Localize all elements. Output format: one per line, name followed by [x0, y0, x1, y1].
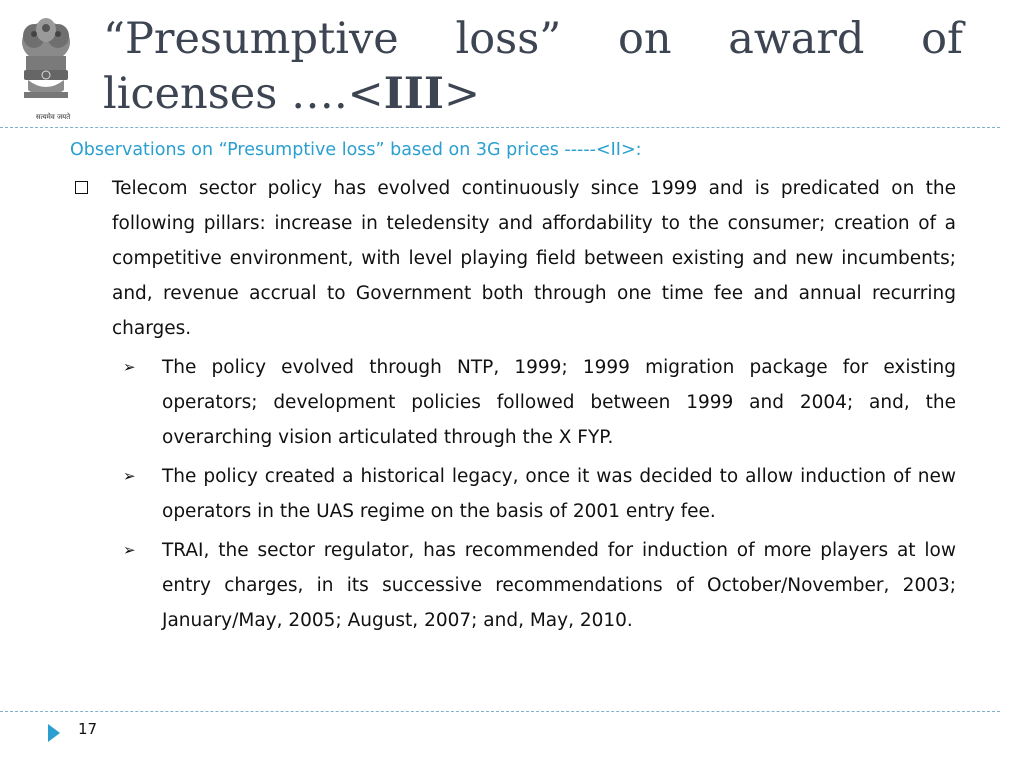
title-prefix: licenses ….<	[103, 69, 384, 119]
slide-content	[68, 138, 956, 638]
arrow-bullet-icon: ➢	[123, 467, 136, 485]
sub-bullet	[68, 350, 956, 455]
footer-divider	[0, 711, 1000, 712]
title-word: loss”	[455, 14, 562, 64]
main-bullet	[68, 171, 956, 346]
sub-bullet	[68, 459, 956, 529]
national-emblem	[10, 12, 82, 124]
title-line-1	[103, 12, 963, 67]
page-number: 17	[78, 720, 98, 738]
arrow-bullet-icon: ➢	[123, 541, 136, 559]
title-word: “Presumptive	[103, 14, 399, 64]
slide-title	[103, 12, 963, 122]
title-line-2	[103, 69, 480, 119]
title-word: of	[921, 14, 963, 64]
triangle-marker-icon	[48, 724, 60, 742]
title-word: on	[617, 14, 672, 64]
title-roman-numeral: III	[383, 69, 445, 119]
national-emblem-icon	[10, 12, 82, 110]
arrow-bullet-icon: ➢	[123, 358, 136, 376]
emblem-motto: सत्यमेव जयते	[35, 113, 71, 121]
main-bullet-text: Telecom sector policy has evolved continuously since 1999 and is predicated on the following pillars: increase in teledensity and affordability to the consumer; creation of a competitive environment, with level playing field between existing and new incumbents; and, revenue accrual to Government both through one time fee and annual recurring charges.	[112, 178, 956, 339]
sub-bullet	[68, 533, 956, 638]
square-bullet-icon	[75, 181, 88, 194]
header-divider	[0, 127, 1000, 128]
sub-bullet-text: TRAI, the sector regulator, has recommended for induction of more players at low entry charges, in its successive recommendations of October/November, 2003; January/May, 2005; August, 2007; and, May, 2010.	[162, 540, 956, 631]
title-suffix: >	[444, 69, 481, 119]
title-word: award	[728, 14, 865, 64]
section-subtitle: Observations on “Presumptive loss” based on 3G prices -----<II>:	[70, 140, 642, 160]
sub-bullet-text: The policy evolved through NTP, 1999; 1999 migration package for existing operators; development policies followed between 1999 and 2004; and, the overarching vision articulated through the X FYP.	[162, 357, 956, 448]
sub-bullet-text: The policy created a historical legacy, once it was decided to allow induction of new operators in the UAS regime on the basis of 2001 entry fee.	[162, 466, 956, 522]
